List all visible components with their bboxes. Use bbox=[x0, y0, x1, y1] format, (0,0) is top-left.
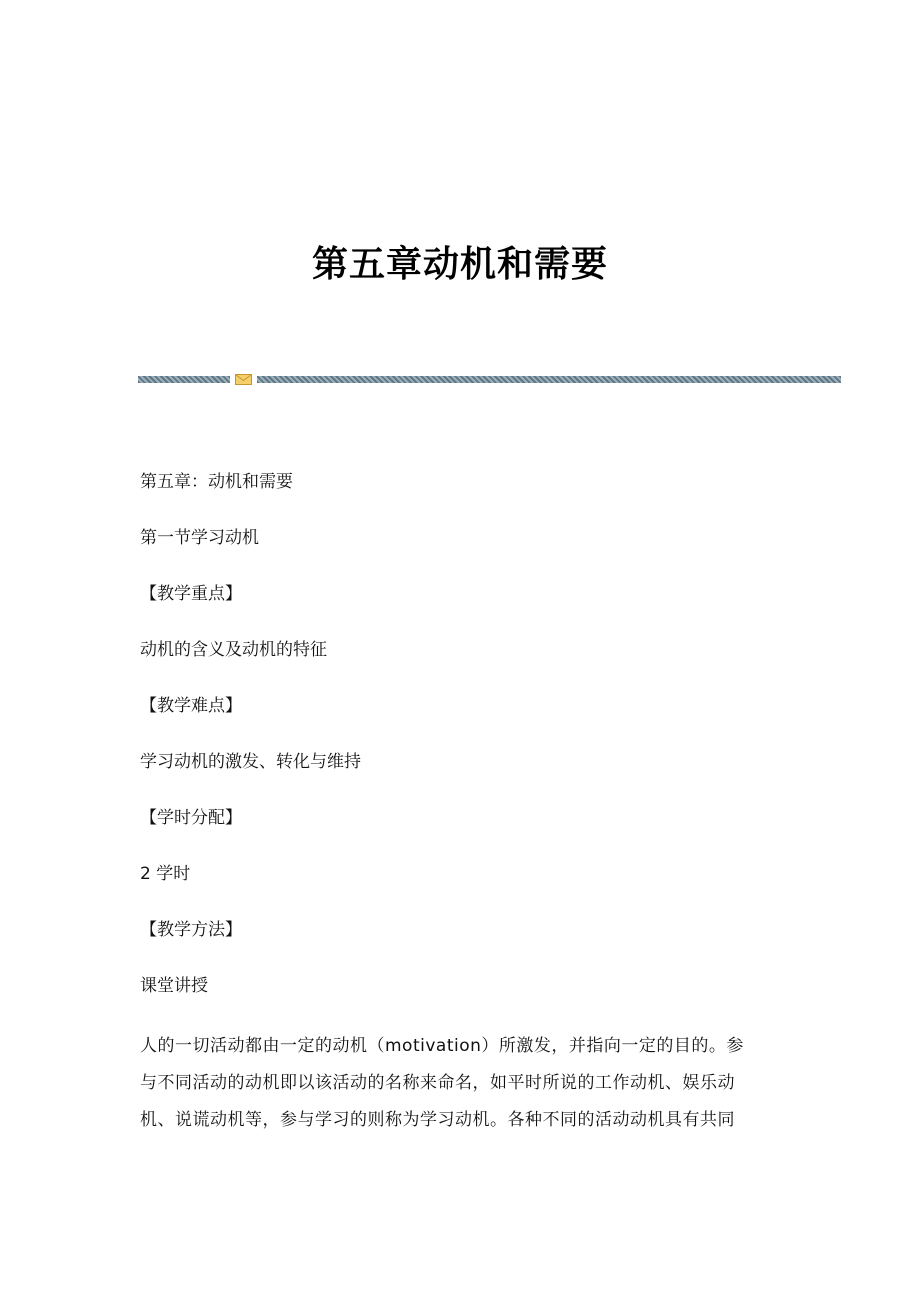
chapter-heading: 第五章：动机和需要 bbox=[140, 472, 293, 492]
title-divider bbox=[138, 374, 841, 385]
document-content bbox=[140, 468, 780, 1139]
document-title: 第五章动机和需要 bbox=[311, 243, 608, 286]
teaching-difficulty-text: 学习动机的激发、转化与维持 bbox=[140, 752, 361, 772]
hours-label: 【学时分配】 bbox=[140, 808, 242, 828]
body-line: 人的一切活动都由一定的动机（motivation）所激发，并指向一定的目的。参 bbox=[140, 1036, 744, 1056]
teaching-method-text: 课堂讲授 bbox=[140, 976, 208, 996]
teaching-method-label: 【教学方法】 bbox=[140, 920, 242, 940]
body-line: 机、说谎动机等，参与学习的则称为学习动机。各种不同的活动动机具有共同 bbox=[140, 1110, 735, 1130]
envelope-icon bbox=[235, 374, 252, 385]
body-line: 与不同活动的动机即以该活动的名称来命名，如平时所说的工作动机、娱乐动 bbox=[140, 1073, 735, 1093]
divider-bar-right bbox=[257, 376, 841, 383]
teaching-focus-text: 动机的含义及动机的特征 bbox=[140, 640, 327, 660]
teaching-difficulty-label: 【教学难点】 bbox=[140, 696, 242, 716]
teaching-focus-label: 【教学重点】 bbox=[140, 584, 242, 604]
body-paragraph bbox=[140, 1028, 780, 1139]
section-heading: 第一节学习动机 bbox=[140, 528, 259, 548]
hours-text: 2 学时 bbox=[140, 864, 191, 884]
divider-bar-left bbox=[138, 376, 230, 383]
